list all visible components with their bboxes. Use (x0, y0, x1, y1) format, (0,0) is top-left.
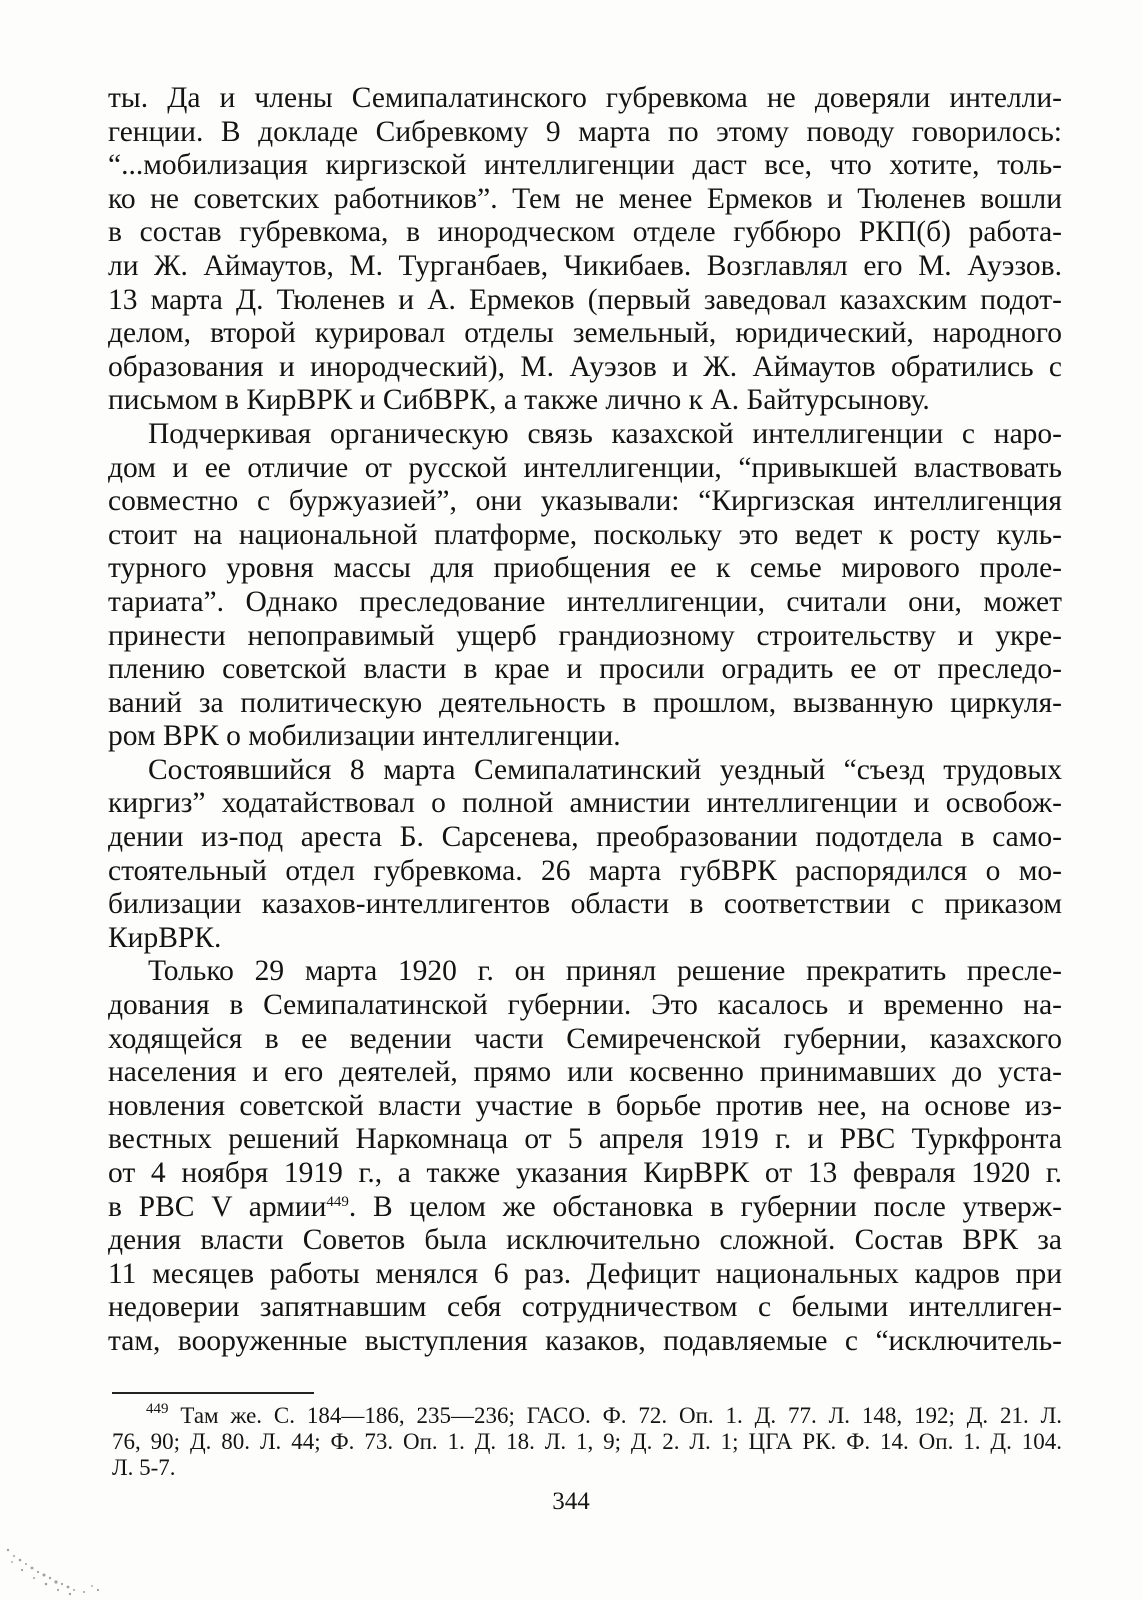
text-line: недоверии запятнавшим себя сотрудничеством с белыми интеллиген- (108, 1291, 1062, 1324)
text-line: Состоявшийся 8 марта Семипалатинский уездный “съезд трудовых (148, 753, 1062, 786)
footnote-text: Там же. С. 184—186, 235—236; ГАСО. Ф. 72. Оп. 1. Д. 77. Л. 148, 192; Д. 21. Л. (168, 1403, 1062, 1428)
text-line: образования и инородческий), М. Ауэзов и Ж. Аймаутов обратились с (108, 350, 1062, 383)
text-line: новления советской власти участие в борьбе против нее, на основе из- (108, 1089, 1062, 1122)
text-segment: в РВС V армии (108, 1190, 327, 1223)
text-line: ли Ж. Аймаутов, М. Турганбаев, Чикибаев. Возглавлял его М. Ауэзов. (108, 249, 1062, 282)
text-line: ваний за политическую деятельность в прошлом, вызванную циркуля- (108, 686, 1062, 719)
scan-artifact (0, 1520, 110, 1600)
text-line: билизации казахов-интеллигентов области в соответствии с приказом (108, 888, 1062, 921)
text-line: ты. Да и члены Семипалатинского губревкома не доверяли интелли- (108, 82, 1062, 114)
text-line: дования в Семипалатинской губернии. Это касалось и временно на- (108, 989, 1062, 1022)
text-line: Подчеркивая органическую связь казахской интеллигенции с наро- (148, 417, 1062, 450)
text-line: письмом в КирВРК и СибВРК, а также лично к А. Байтурсынову. (108, 384, 930, 417)
text-line: от 4 ноября 1919 г., а также указания КирВРК от 13 февраля 1920 г. (108, 1157, 1062, 1189)
footnote-number: 449 (146, 1401, 169, 1417)
text-line: ходящейся в ее ведении части Семиреченской губернии, казахского (108, 1022, 1062, 1055)
text-line: там, вооруженные выступления казаков, подавляемые с “исключитель- (108, 1324, 1062, 1357)
text-line: населения и его деятелей, прямо или косвенно принимавших до уста- (108, 1056, 1062, 1089)
body-text (108, 82, 1062, 1359)
page-number: 344 (552, 1488, 590, 1515)
footnote-line (112, 1403, 1062, 1429)
text-line: тариата”. Однако преследование интеллигенции, считали они, может (108, 585, 1062, 618)
text-line: генции. В докладе Сибревкому 9 марта по этому поводу говорилось: (108, 115, 1062, 148)
footnote-line: 76, 90; Д. 80. Л. 44; Ф. 73. Оп. 1. Д. 18. Л. 1, 9; Д. 2. Л. 1; ЦГА РК. Ф. 14. Оп. 1. Д. 104. (112, 1429, 1062, 1454)
text-line: совместно с буржуазией”, они указывали: “Киргизская интеллигенция (108, 485, 1062, 518)
text-line: ко не советских работников”. Тем не менее Ермеков и Тюленев вошли (108, 182, 1062, 215)
text-line: дения власти Советов была исключительно сложной. Состав ВРК за (108, 1224, 1062, 1257)
footnote-line: Л. 5-7. (112, 1455, 176, 1480)
footnote (112, 1403, 1062, 1481)
text-line: Только 29 марта 1920 г. он принял решение прекратить пресле- (148, 955, 1062, 988)
text-line: в состав губревкома, в инородческом отделе губбюро РКП(б) работа- (108, 216, 1062, 249)
text-line: дом и ее отличие от русской интеллигенции, “привыкшей властвовать (108, 451, 1062, 484)
text-line: КирВРК. (108, 921, 222, 954)
text-line: киргиз” ходатайствовал о полной амнистии интеллигенции и освобож- (108, 787, 1062, 820)
text-line-with-footnote-ref (108, 1191, 1062, 1225)
text-line: “...мобилизация киргизской интеллигенции даст все, что хотите, толь- (108, 149, 1062, 182)
text-line: дении из-под ареста Б. Сарсенева, преобразовании подотдела в само- (108, 821, 1062, 854)
text-line: вестных решений Наркомнаца от 5 апреля 1919 г. и РВС Туркфронта (108, 1123, 1062, 1156)
text-line: ром ВРК о мобилизации интеллигенции. (108, 720, 621, 753)
text-segment: . В целом же обстановка в губернии после утверж- (348, 1190, 1062, 1223)
text-line: стоит на национальной платформе, поскольку это ведет к росту куль- (108, 518, 1062, 551)
text-line: делом, второй курировал отделы земельный, юридический, народного (108, 317, 1062, 350)
text-line: принести непоправимый ущерб грандиозному строительству и укре- (108, 619, 1062, 652)
footnote-reference: 449 (326, 1193, 349, 1210)
text-line: плению советской власти в крае и просили оградить ее от преследо- (108, 653, 1062, 686)
text-line: стоятельный отдел губревкома. 26 марта губВРК распорядился о мо- (108, 854, 1062, 887)
footnote-divider (112, 1392, 314, 1394)
text-line: 11 месяцев работы менялся 6 раз. Дефицит национальных кадров при (108, 1257, 1062, 1290)
text-line: турного уровня массы для приобщения ее к семье мирового проле- (108, 552, 1062, 585)
text-line: 13 марта Д. Тюленев и А. Ермеков (первый заведовал казахским подот- (108, 283, 1062, 316)
